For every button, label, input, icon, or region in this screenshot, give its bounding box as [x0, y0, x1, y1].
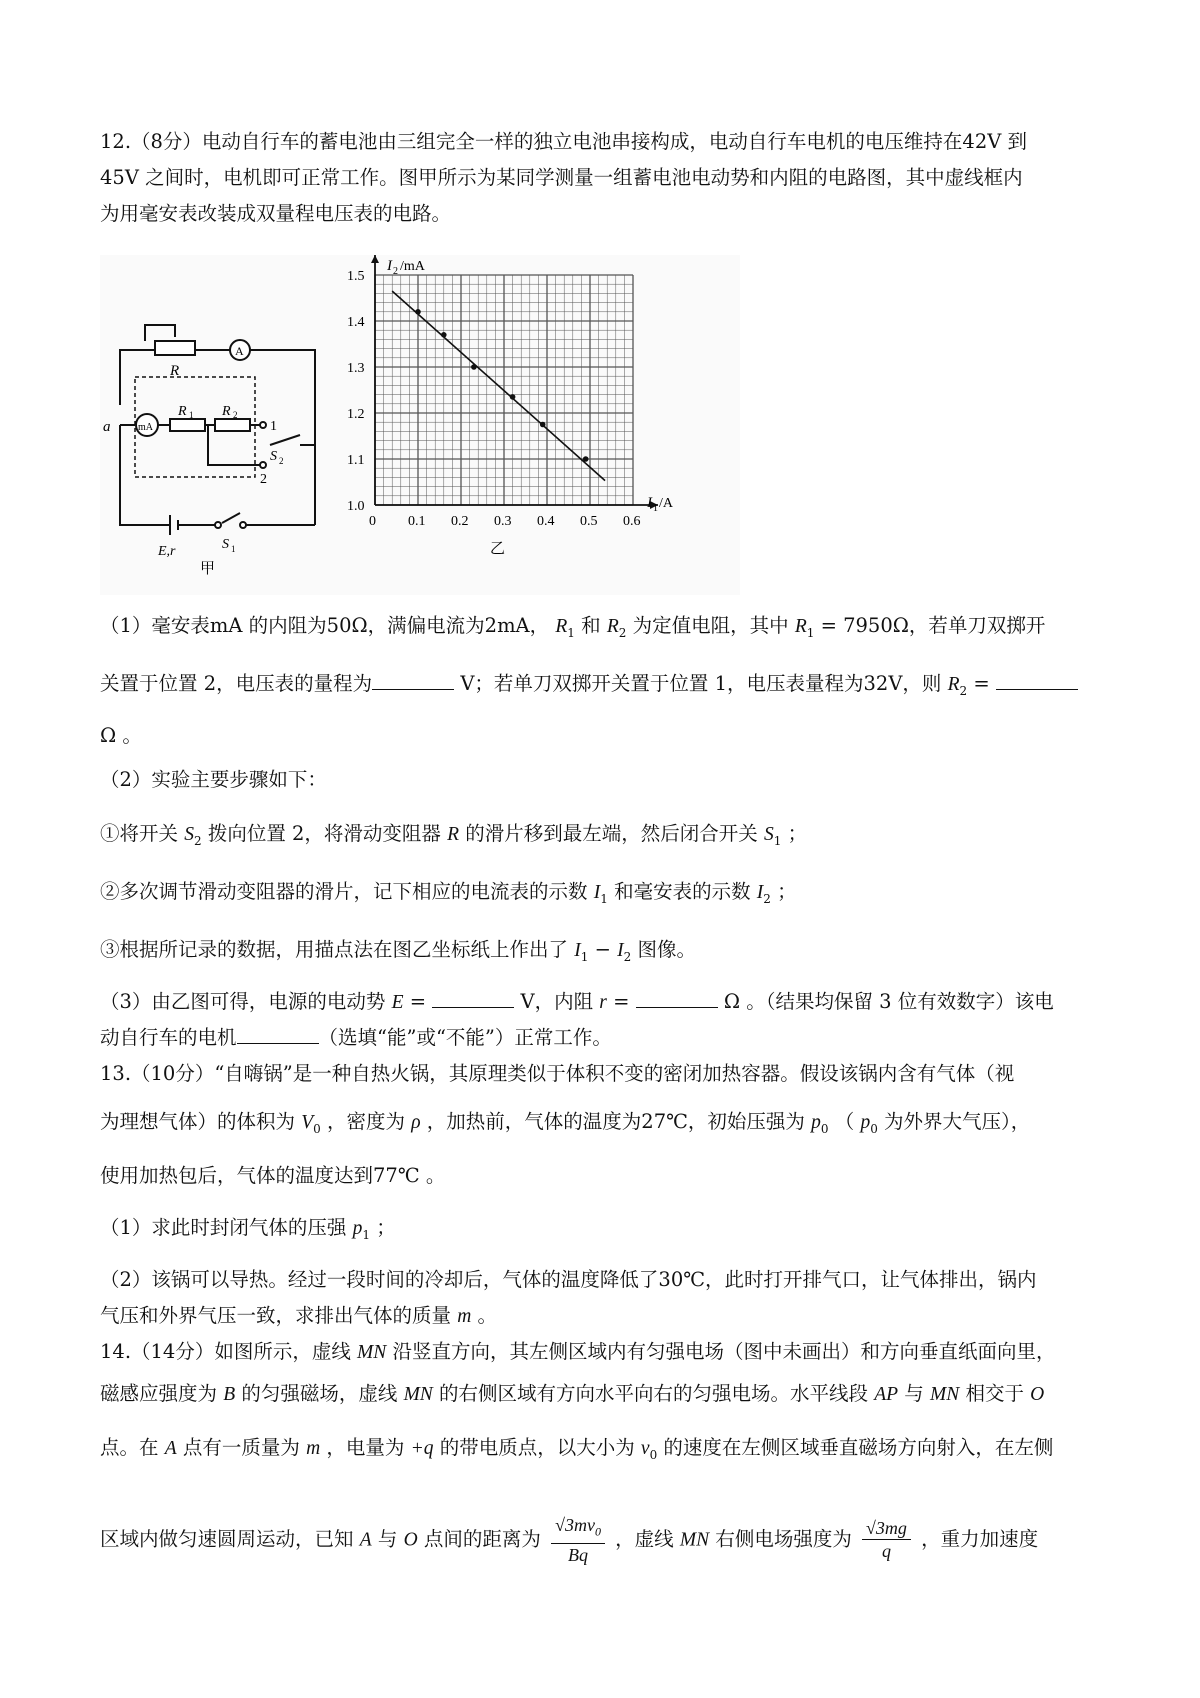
- q12-p2-text-b: V；若单刀双掷开关置于位置 1，电压表量程为32V，则: [460, 672, 942, 695]
- sym-V0-sub: 0: [313, 1121, 321, 1136]
- q13-p2-a: 气压和外界气压一致，求排出气体的质量: [100, 1304, 452, 1327]
- data-point: [415, 309, 421, 315]
- sym-I2-b: I: [617, 940, 624, 961]
- q13-l2-a: 为理想气体）的体积为: [100, 1110, 296, 1133]
- ylabel-main: I: [387, 258, 392, 274]
- ylabel-sub: 2: [393, 266, 398, 277]
- y-axis-arrow: [371, 255, 379, 263]
- sym-R1: R: [555, 616, 568, 637]
- q12-line-2: 45V 之间时，电机即可正常工作。图甲所示为某同学测量一组蓄电池电动势和内阻的电路图，其中虚线框内: [100, 166, 1023, 189]
- q14-line3: [100, 1434, 1053, 1469]
- p4-text-d: =: [613, 990, 630, 1013]
- q14-l1-a: 14.（14分）如图所示，虚线: [100, 1340, 351, 1363]
- sym-MN-c: MN: [929, 1384, 960, 1405]
- ylabel-unit: /mA: [400, 259, 425, 274]
- sym-A: A: [164, 1438, 177, 1459]
- label-R: R: [170, 363, 180, 379]
- q13-p1-b: ；: [376, 1216, 396, 1239]
- graph-fit-line: [392, 291, 605, 481]
- q13-line1: 13.（10分）“自嗨锅”是一种自热火锅，其原理类似于体积不变的密闭加热容器。假设该锅内含有气体（视: [100, 1062, 1015, 1085]
- q12-p1-text-a: （1）毫安表mA 的内阻为50Ω，满偏电流为2mA，: [100, 614, 550, 637]
- sym-I2-sub: 2: [763, 891, 771, 906]
- q12-p1-text-d: = 7950Ω，若单刀双掷开: [820, 614, 1046, 637]
- data-point: [583, 456, 589, 462]
- y-tick-label: 1.4: [347, 315, 365, 330]
- sym-B: B: [223, 1384, 236, 1405]
- q13-l2-c: ，加热前，气体的温度为27℃，初始压强为: [426, 1110, 805, 1133]
- sym-r: r: [599, 992, 607, 1013]
- q14-l3-c: ，电量为: [326, 1436, 405, 1459]
- q14-l4-b: 与: [377, 1527, 398, 1551]
- sym-MN-d: MN: [679, 1529, 710, 1551]
- sym-R-slider: R: [447, 824, 460, 845]
- p4-text-e: Ω 。（结果均保留 3 位有效数字）该电: [723, 990, 1054, 1013]
- frac1-num-sub: 0: [594, 1524, 601, 1539]
- sym-V0: V: [301, 1112, 314, 1133]
- frac1-num: √3mv: [555, 1515, 595, 1535]
- answer-blank-range[interactable]: [372, 671, 454, 690]
- q12-p1-text-b: 和: [581, 614, 601, 637]
- label-S1: S: [222, 537, 229, 552]
- x-tick-label: 0.1: [408, 514, 426, 529]
- sym-S1-sub: 1: [773, 833, 782, 848]
- fraction-distance: [551, 1514, 605, 1566]
- q14-line4: [100, 1514, 1038, 1566]
- fraction-field-numerator: √3mg: [862, 1517, 911, 1540]
- data-point: [441, 332, 447, 338]
- y-tick-label: 1.2: [347, 407, 365, 422]
- q13-p2-b: 。: [477, 1304, 498, 1327]
- sym-R2-b: R: [947, 674, 960, 695]
- x-tick-label: 0.2: [451, 514, 469, 529]
- x-tick-label: 0: [369, 514, 376, 529]
- fraction-field-denominator: q: [881, 1541, 891, 1562]
- sym-O-b: O: [403, 1529, 418, 1551]
- sym-m-b: m: [306, 1438, 321, 1459]
- data-point: [540, 422, 546, 428]
- sym-O: O: [1030, 1384, 1045, 1405]
- p4-text-c: V，内阻: [520, 990, 594, 1013]
- fraction-field: [862, 1517, 911, 1562]
- label-R2-sub: 2: [233, 410, 238, 420]
- label-S2-sub: 2: [279, 456, 284, 466]
- step1-text-d: ；: [787, 822, 808, 845]
- sym-plus-q: +q: [410, 1438, 434, 1459]
- q12-line-1: 12.（8分）电动自行车的蓄电池由三组完全一样的独立电池串接构成，电动自行车电机的电压维持在42V 到: [100, 130, 1028, 153]
- q13-l2-d: （: [834, 1110, 855, 1133]
- sym-I1-b: I: [574, 940, 581, 961]
- q14-l2-c: 的右侧区域有方向水平向右的匀强电场。水平线段: [439, 1382, 869, 1405]
- sym-I1-b-sub: 1: [580, 949, 589, 964]
- q14-l4-c: 点间的距离为: [423, 1527, 541, 1551]
- sym-E: E: [391, 992, 404, 1013]
- q12-part2-title: （2）实验主要步骤如下：: [100, 768, 327, 791]
- q14-l2-b: 的匀强磁场，虚线: [241, 1382, 398, 1405]
- q14-l2-a: 磁感应强度为: [100, 1382, 218, 1405]
- label-mA: mA: [138, 422, 153, 433]
- fraction-distance-numerator: [551, 1514, 605, 1544]
- sym-I2-b-sub: 2: [623, 949, 632, 964]
- circuit-diagram: [100, 275, 340, 575]
- y-tick-label: 1.0: [347, 499, 365, 514]
- x-tick-label: 0.6: [623, 514, 641, 529]
- label-pos-1: 1: [270, 419, 277, 434]
- sym-R1-b: R: [794, 616, 807, 637]
- sym-A-b: A: [359, 1529, 372, 1551]
- label-pos-2: 2: [260, 472, 267, 487]
- sym-MN: MN: [357, 1342, 387, 1363]
- q12-step2: [100, 878, 797, 913]
- sym-R1-b-sub: 1: [806, 625, 815, 640]
- answer-blank-emf[interactable]: [432, 989, 514, 1008]
- q13-part1: [100, 1214, 396, 1249]
- q12-p1-text-c: 为定值电阻，其中: [632, 614, 789, 637]
- sym-I2: I: [756, 882, 764, 903]
- q12-part3-line1: [100, 988, 1054, 1017]
- x-tick-label: 0.4: [537, 514, 555, 529]
- xlabel-unit: /A: [659, 496, 673, 511]
- step2-text-a: ②多次调节滑动变阻器的滑片，记下相应的电流表的示数: [100, 880, 588, 903]
- sym-I1-sub: 1: [600, 891, 608, 906]
- q12-part1-line2: [100, 670, 1078, 705]
- q12-figures: [100, 255, 740, 595]
- q13-line2: [100, 1108, 1030, 1143]
- x-tick-label: 0.5: [580, 514, 598, 529]
- q14-l1-b: 沿竖直方向，其左侧区域内有匀强电场（图中未画出）和方向垂直纸面向里，: [392, 1340, 1056, 1363]
- q13-part2-line2: [100, 1302, 497, 1331]
- y-tick-label: 1.5: [347, 269, 365, 284]
- q14-l3-d: 的带电质点，以大小为: [439, 1436, 635, 1459]
- step2-text-c: ；: [777, 880, 797, 903]
- i1-i2-graph: [345, 255, 725, 595]
- q14-l4-d: ，虚线: [615, 1527, 674, 1551]
- fraction-distance-denominator: Bq: [568, 1544, 589, 1565]
- graph-axes: [371, 255, 658, 509]
- sym-v0-sub: 0: [649, 1447, 658, 1462]
- sym-p0-sub: 0: [820, 1121, 829, 1136]
- label-R1: R: [178, 404, 187, 419]
- step1-text-b: 拨向位置 2，将滑动变阻器: [207, 822, 441, 845]
- q12-line-3: 为用毫安表改装成双量程电压表的电路。: [100, 202, 452, 225]
- sym-p0-b: p: [860, 1112, 871, 1133]
- q14-l2-d: 与: [904, 1382, 924, 1405]
- q12-part1-line1: [100, 612, 1045, 647]
- graph-ticks: [347, 269, 641, 529]
- q13-l2-e: 为外界大气压），: [884, 1110, 1031, 1133]
- label-R2: R: [222, 404, 231, 419]
- step3-text-b: −: [594, 938, 611, 961]
- p5-text-b: （选填“能”或“不能”）正常工作。: [318, 1026, 612, 1049]
- fit-line: [392, 291, 605, 481]
- label-a: a: [103, 419, 111, 435]
- sym-R1-sub: 1: [567, 625, 575, 640]
- sym-S1: S: [763, 824, 774, 845]
- caption-jia: 甲: [200, 561, 216, 575]
- sym-S2: S: [184, 824, 194, 845]
- p5-text-a: 动自行车的电机: [100, 1026, 237, 1049]
- sym-rho: ρ: [411, 1112, 421, 1133]
- label-R1-sub: 1: [189, 410, 194, 420]
- label-S2: S: [270, 449, 277, 464]
- step3-text-a: ③根据所记录的数据，用描点法在图乙坐标纸上作出了: [100, 938, 569, 961]
- step3-text-c: 图像。: [637, 938, 696, 961]
- sym-v0: v: [640, 1438, 650, 1459]
- q14-l3-e: 的速度在左侧区域垂直磁场方向射入，在左侧: [663, 1436, 1054, 1459]
- q14-line1: [100, 1338, 1056, 1367]
- q12-p2-text-c: =: [973, 672, 990, 695]
- q13-line3: 使用加热包后，气体的温度达到77℃ 。: [100, 1164, 446, 1187]
- q12-part3-line2: [100, 1024, 612, 1052]
- p4-text-b: =: [409, 990, 427, 1013]
- q12-step3: [100, 936, 696, 971]
- sym-p1: p: [352, 1218, 363, 1239]
- sym-p1-sub: 1: [362, 1227, 371, 1242]
- sym-p0-b-sub: 0: [870, 1121, 878, 1136]
- sym-AP: AP: [874, 1384, 899, 1405]
- sym-R2: R: [606, 616, 619, 637]
- y-tick-label: 1.1: [347, 453, 365, 468]
- q14-l4-a: 区域内做匀速圆周运动，已知: [100, 1527, 354, 1551]
- y-tick-label: 1.3: [347, 361, 365, 376]
- answer-blank-resistance[interactable]: [636, 989, 718, 1008]
- data-point: [471, 364, 477, 370]
- label-Er: E,r: [158, 544, 176, 559]
- step2-text-b: 和毫安表的示数: [614, 880, 751, 903]
- caption-yi: 乙: [490, 541, 506, 557]
- xlabel-main: I: [647, 495, 652, 511]
- sym-p0: p: [811, 1112, 821, 1133]
- q14-l4-e: 右侧电场强度为: [715, 1527, 852, 1551]
- xlabel-sub: 1: [653, 503, 658, 514]
- sym-R2-sub: 2: [618, 625, 627, 640]
- q14-l2-e: 相交于: [965, 1382, 1024, 1405]
- data-point: [510, 394, 516, 400]
- q14-line2: [100, 1380, 1044, 1409]
- step1-text-a: ①将开关: [100, 822, 179, 845]
- sym-m: m: [457, 1306, 472, 1327]
- q12-step1: [100, 820, 807, 855]
- step1-text-c: 的滑片移到最左端，然后闭合开关: [465, 822, 758, 845]
- x-tick-label: 0.3: [494, 514, 512, 529]
- answer-blank-motor[interactable]: [237, 1025, 319, 1044]
- sym-S2-sub: 2: [193, 833, 202, 848]
- sym-MN-b: MN: [403, 1384, 433, 1405]
- q13-l2-b: ，密度为: [326, 1110, 405, 1133]
- q13-part2-line1: （2）该锅可以导热。经过一段时间的冷却后，气体的温度降低了30℃，此时打开排气口，让气体排出，锅内: [100, 1268, 1037, 1291]
- q12-part1-line3: Ω 。: [100, 724, 142, 747]
- q14-l4-f: ，重力加速度: [921, 1527, 1039, 1551]
- p4-text-a: （3）由乙图可得，电源的电动势: [100, 990, 386, 1013]
- sym-R2-b-sub: 2: [959, 683, 968, 698]
- answer-blank-R2[interactable]: [996, 671, 1078, 690]
- sym-I1: I: [593, 882, 601, 903]
- q14-l3-b: 点有一质量为: [182, 1436, 300, 1459]
- q14-l3-a: 点。在: [100, 1436, 159, 1459]
- q13-p1-a: （1）求此时封闭气体的压强: [100, 1216, 347, 1239]
- label-A: A: [235, 344, 244, 358]
- q12-p2-text-a: 关置于位置 2，电压表的量程为: [100, 672, 373, 695]
- label-S1-sub: 1: [231, 544, 236, 554]
